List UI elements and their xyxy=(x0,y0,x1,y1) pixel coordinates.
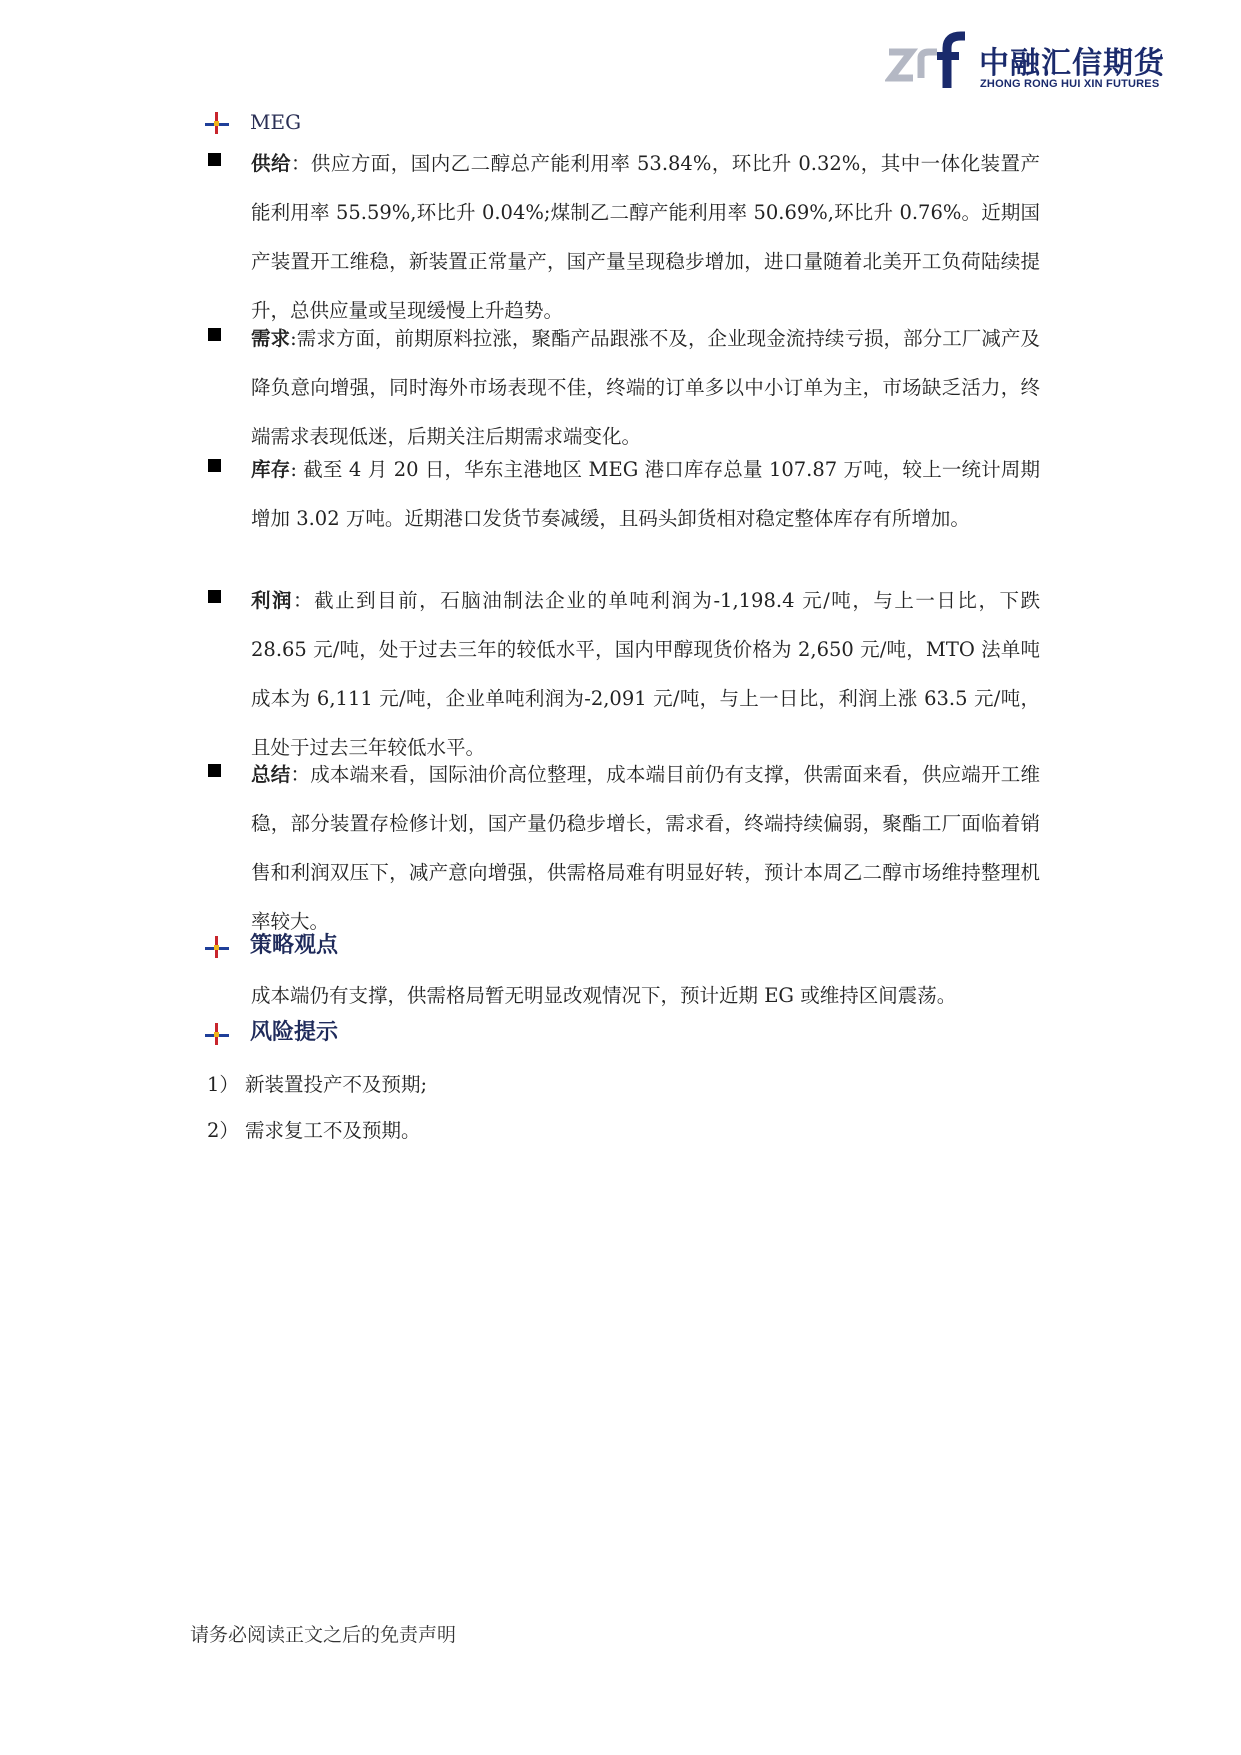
bullet-item-summary xyxy=(208,750,1040,946)
section-marker-icon xyxy=(205,1023,229,1045)
item-label: 库存 xyxy=(251,458,291,481)
square-bullet-icon xyxy=(208,764,221,777)
section-marker-icon xyxy=(205,936,229,958)
square-bullet-icon xyxy=(208,153,221,166)
bullet-item-inventory xyxy=(208,445,1040,543)
item-label: 需求 xyxy=(251,327,291,350)
bullet-item-profit xyxy=(208,576,1040,772)
bullet-item-supply xyxy=(208,139,1040,335)
risk-text: 需求复工不及预期。 xyxy=(245,1119,421,1142)
risk-number: 1） xyxy=(207,1073,239,1096)
footer-disclaimer: 请务必阅读正文之后的免责声明 xyxy=(190,1624,457,1646)
item-body: ：供应方面，国内乙二醇总产能利用率 53.84%，环比升 0.32%，其中一体化装置产能利用率 55.59%,环比升 0.04%;煤制乙二醇产能利用率 50.69%,环比升 0.76%。近期国产装置开工维稳，新装置正常量产，国产量呈现稳步增加，进口量随着北美开工负荷陆续提升，总供应量或呈现缓慢上升趋势。 xyxy=(251,152,1040,322)
risk-text: 新装置投产不及预期; xyxy=(245,1073,428,1096)
section-marker-icon xyxy=(205,112,229,134)
item-label: 供给 xyxy=(251,152,291,175)
section-title-strategy: 策略观点 xyxy=(250,933,339,958)
risk-number: 2） xyxy=(207,1119,239,1142)
square-bullet-icon xyxy=(208,590,221,603)
section-title-meg: MEG xyxy=(250,110,302,134)
item-body: ：截止到目前，石脑油制法企业的单吨利润为-1,198.4 元/吨，与上一日比，下跌 28.65 元/吨，处于过去三年的较低水平，国内甲醇现货价格为 2,650 元/吨，MTO 法单吨成本为 6,111 元/吨，企业单吨利润为-2,091 元/吨，与上一日比，利润上涨 63.5 元/吨，且处于过去三年较低水平。 xyxy=(251,589,1040,759)
zrf-logo-icon xyxy=(885,30,973,96)
item-body: :需求方面，前期原料拉涨，聚酯产品跟涨不及，企业现金流持续亏损，部分工厂减产及降负意向增强，同时海外市场表现不佳，终端的订单多以中小订单为主，市场缺乏活力，终端需求表现低迷，后期关注后期需求端变化。 xyxy=(251,327,1040,448)
square-bullet-icon xyxy=(208,328,221,341)
item-body: ：成本端来看，国际油价高位整理，成本端目前仍有支撑，供需面来看，供应端开工维稳，部分装置存检修计划，国产量仍稳步增长，需求看，终端持续偏弱，聚酯工厂面临着销售和利润双压下，减产意向增强，供需格局难有明显好转，预计本周乙二醇市场维持整理机率较大。 xyxy=(251,763,1040,933)
bullet-item-demand xyxy=(208,314,1040,461)
square-bullet-icon xyxy=(208,459,221,472)
risk-item-2 xyxy=(207,1116,421,1146)
section-title-risk: 风险提示 xyxy=(250,1020,339,1045)
item-label: 利润 xyxy=(251,589,294,612)
company-logo xyxy=(885,30,1165,96)
risk-item-1 xyxy=(207,1070,427,1100)
logo-text-en: ZHONG RONG HUI XIN FUTURES xyxy=(980,78,1160,90)
logo-text-cn: 中融汇信期货 xyxy=(979,46,1165,81)
item-body: : 截至 4 月 20 日，华东主港地区 MEG 港口库存总量 107.87 万吨，较上一统计周期增加 3.02 万吨。近期港口发货节奏减缓，且码头卸货相对稳定整体库存有所增加。 xyxy=(251,458,1040,530)
item-label: 总结 xyxy=(251,763,291,786)
strategy-paragraph: 成本端仍有支撑，供需格局暂无明显改观情况下，预计近期 EG 或维持区间震荡。 xyxy=(251,984,957,1007)
